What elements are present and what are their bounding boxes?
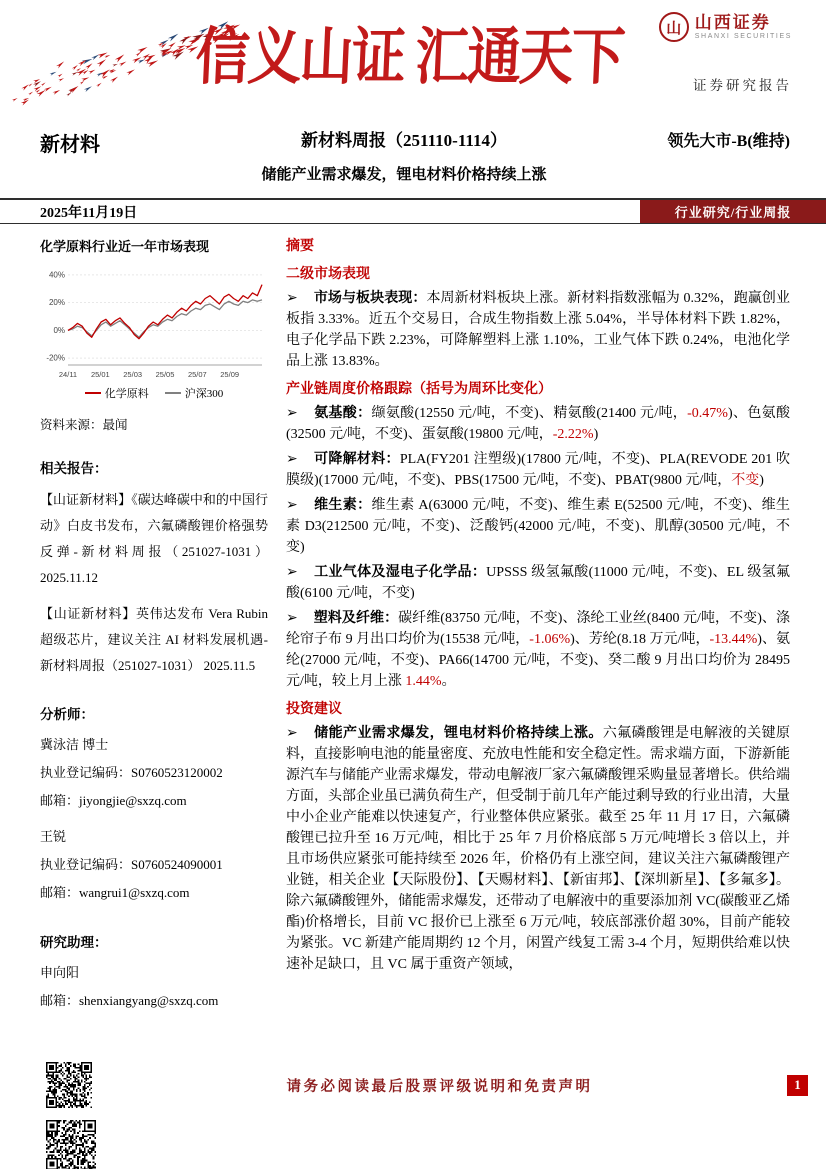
text-segment: ) [759, 473, 764, 488]
text-segment: UPSSS 级氢氟酸(11000 元/吨，不变)、EL 级氢氟酸(6100 元/吨，不变) [286, 565, 790, 601]
bullet-arrow-icon: ➢ [286, 406, 298, 421]
text-segment: 1.44% [405, 674, 442, 689]
shanxi-securities-logo-icon [659, 12, 689, 42]
bullet-arrow-icon: ➢ [286, 452, 298, 467]
bullet-arrow-icon: ➢ [286, 726, 298, 741]
legend-label-chemical: 化学原料 [104, 388, 149, 400]
analyst-license: 执业登记编码：S0760524090001 [40, 857, 223, 872]
market-performance-chart [40, 263, 266, 383]
section-heading: 产业链周度价格跟踪（括号为周环比变化） [286, 382, 552, 397]
related-reports-heading: 相关报告： [40, 461, 108, 476]
report-date: 2025年11月19日 [40, 205, 138, 221]
logo-glyph: 山 [666, 20, 682, 37]
svg-text:40%: 40% [48, 270, 65, 280]
qr-code-icon [46, 1062, 92, 1108]
text-segment: 工业气体及湿电子化学品： [313, 565, 487, 580]
report-paragraph [286, 403, 790, 445]
brand-name-cn: 山西证券 [694, 13, 771, 33]
svg-text:25/07: 25/07 [187, 370, 207, 379]
text-segment: 碳纤维(83750 元/吨，不变)、涤纶工业丝(8400 元/吨，不变)、涤纶帘子布 9 月出口均价为(15538 元/吨， [286, 611, 790, 647]
report-paragraph [286, 449, 790, 491]
text-segment: 氨基酸： [313, 406, 372, 421]
page-footer [46, 1062, 808, 1108]
text-segment: )、氨纶(27000 元/吨，不变)、PA66(14700 元/吨，不变)、癸二酸 9 月出口均价为 28495 元/吨，较上月上涨 [286, 632, 790, 689]
report-category-badge: 行业研究/行业周报 [640, 200, 826, 223]
text-segment: 市场与板块表现： [313, 291, 427, 306]
disclaimer-text: 请务必阅读最后股票评级说明和免责声明 [286, 1078, 593, 1095]
legend-label-hs300: 沪深300 [184, 388, 224, 400]
date-band [0, 198, 826, 224]
report-title: 新材料周报（251110-1114） [301, 131, 507, 150]
related-report-item: 【山证新材料】英伟达发布 Vera Rubin 超级芯片，建议关注 AI 材料发展机遇-新材料周报（251027-1031） 2025.11.5 [40, 606, 268, 673]
text-segment: -13.44% [709, 632, 758, 647]
report-paragraph [286, 562, 790, 604]
bullet-arrow-icon: ➢ [286, 291, 298, 306]
brand-names [695, 13, 792, 41]
text-segment: ) [593, 427, 599, 442]
svg-text:20%: 20% [48, 298, 65, 308]
related-report-item: 【山证新材料】《碳达峰碳中和的中国行动》白皮书发布，六氟磷酸锂价格强势反弹-新材料周报（251027-1031）2025.11.12 [40, 492, 268, 585]
analysts-heading: 分析师： [40, 707, 94, 722]
analyst-email: 邮箱：jiyongjie@sxzq.com [40, 793, 187, 808]
text-segment: -2.22% [552, 427, 594, 442]
section-heading: 摘要 [286, 239, 314, 254]
analyst-name: 王锐 [40, 829, 67, 844]
assistant-block [40, 959, 268, 1015]
text-segment: 缬氨酸(12550 元/吨，不变)、精氨酸(21400 元/吨， [371, 406, 688, 421]
text-segment: 维生素 A(63000 元/吨，不变)、维生素 E(52500 元/吨，不变)、维生素 D3(212500 元/吨，不变)、泛酸钙(42000 元/吨，不变)、肌醇(30500 元/吨，不变) [286, 498, 790, 555]
text-segment: 六氟磷酸锂是电解液的关键原料，直接影响电池的能量密度、充放电性能和安全稳定性。需求端方面，下游新能源汽车与储能产业需求爆发，带动电解液厂家六氟磷酸锂采购量显著增长。供给端方面，头部企业虽已满负荷生产，但受制于前几年产能过剩导致的行业出清，大量中小企业产能难以快速复产，行业整体供应紧张。截至 25 年 11 月 17 日，六氟磷酸锂已拉升至 16 万元/吨，相比于 25 年 7 月价格底部 5 万元/吨增长 3 倍以上，并且市场供应紧张可能持续至 2026 年，价格仍有上涨空间，建议关注六氟磷酸锂产业链，相关企业【天际股份】、【天赐材料】、【新宙邦】、【深圳新星】、【多氟多】。除六氟磷酸锂外，储能需求爆发，还带动了电解液中的重要添加剂 VC(碳酸亚乙烯酯)价格增长，目前 VC 报价已上涨至 6 万元/吨，较底部涨价超 30%，目前产能较为紧张。VC 新建产能周期约 12 个月，闲置产线复工需 3-4 个月，短期供给难以快速补足缺口，且 VC 属于重资产领域， [286, 726, 790, 972]
text-segment: 维生素： [313, 498, 372, 513]
report-type-label: 证券研究报告 [693, 78, 792, 93]
report-paragraph [286, 288, 790, 372]
chart-legend [40, 385, 268, 401]
section-heading: 投资建议 [286, 702, 342, 717]
legend-line-red-icon [85, 392, 101, 394]
sidebar [40, 236, 268, 1015]
text-segment: 储能产业需求爆发，锂电材料价格持续上涨。 [313, 726, 603, 741]
analyst-name: 冀泳洁 博士 [40, 737, 109, 752]
svg-text:25/01: 25/01 [90, 370, 110, 379]
section-heading: 二级市场表现 [286, 267, 370, 282]
legend-line-gray-icon [165, 392, 181, 394]
bullet-arrow-icon: ➢ [286, 611, 298, 626]
assistant-name: 申向阳 [40, 965, 80, 980]
analyst-license: 执业登记编码：S0760523120002 [40, 765, 223, 780]
data-source: 资料来源：最闻 [40, 418, 128, 432]
title-band [0, 122, 826, 184]
report-paragraph [286, 608, 790, 692]
legend-item-chemical [85, 385, 149, 401]
masthead [0, 0, 826, 122]
report-subtitle: 储能产业需求爆发，锂电材料价格持续上涨 [261, 167, 547, 183]
brand-block [659, 12, 792, 94]
bullet-arrow-icon: ➢ [286, 498, 298, 513]
text-segment: -1.06% [529, 632, 571, 647]
industry-label: 新材料 [40, 134, 100, 156]
text-segment: 。 [441, 674, 456, 689]
analyst-email: 邮箱：wangrui1@sxzq.com [40, 885, 190, 900]
qr-code-bottom-icon [46, 1120, 96, 1169]
svg-text:25/03: 25/03 [123, 370, 143, 379]
brand-slogan: 信义山证 汇通天下 [194, 22, 625, 92]
assistant-email: 邮箱：shenxiangyang@sxzq.com [40, 993, 219, 1008]
text-segment: )、色氨酸(32500 元/吨，不变)、蛋氨酸(19800 元/吨， [286, 406, 791, 442]
text-segment: 本周新材料板块上涨。新材料指数涨幅为 0.32%，跑赢创业板指 3.33%。近五个交易日，合成生物指数上涨 5.04%，半导体材料下跌 1.82%，电子化学品下跌 2.23%，可降解塑料上涨 1.10%，工业气体下跌 0.24%，电池化学品上涨 13.83%。 [286, 291, 791, 369]
analyst-block [40, 731, 268, 815]
svg-text:0%: 0% [53, 325, 65, 335]
svg-text:25/05: 25/05 [155, 370, 175, 379]
rating-label: 领先大市-B(维持) [667, 133, 790, 150]
page-number-badge: 1 [787, 1075, 808, 1096]
text-segment: 可降解材料： [313, 452, 400, 467]
text-segment: PLA(FY201 注塑级)(17800 元/吨，不变)、PLA(REVODE 201 吹膜级)(17000 元/吨，不变)、PBS(17500 元/吨，不变)、PBAT(9800 元/吨， [286, 452, 791, 488]
title-center [190, 126, 618, 184]
text-segment: )、芳纶(8.18 万元/吨， [570, 632, 710, 647]
brand-name-en: SHANXI SECURITIES [694, 32, 792, 40]
brand-logo-row [659, 12, 792, 42]
report-paragraph [286, 495, 790, 558]
report-paragraph [286, 723, 790, 975]
assistant-heading: 研究助理： [40, 935, 108, 950]
text-segment: 塑料及纤维： [313, 611, 399, 626]
legend-item-hs300 [165, 385, 224, 401]
bullet-arrow-icon: ➢ [286, 565, 298, 580]
svg-text:-20%: -20% [46, 353, 65, 363]
text-segment: 不变 [731, 473, 760, 488]
report-body [286, 236, 790, 1015]
analyst-block [40, 823, 268, 907]
text-segment: -0.47% [687, 406, 728, 421]
body-columns [0, 224, 826, 1015]
svg-text:24/11: 24/11 [58, 370, 78, 379]
chart-title: 化学原料行业近一年市场表现 [40, 239, 210, 254]
svg-text:25/09: 25/09 [220, 370, 240, 379]
